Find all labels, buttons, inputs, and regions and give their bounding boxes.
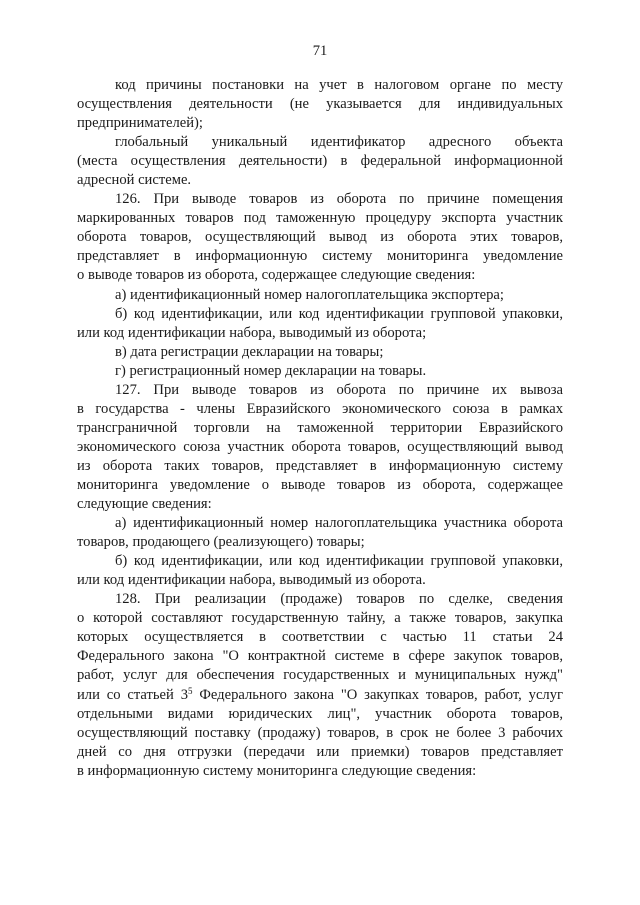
text-line: которых осуществляется в соответствии с частью 11 статьи 24 (77, 629, 563, 646)
text-line: мониторинга уведомление о выводе товаров из оборота, содержащее (77, 476, 563, 493)
text-line (77, 686, 563, 705)
text-line: отдельными видами юридических лиц", участник оборота товаров, (77, 705, 563, 722)
text-line: (места осуществления деятельности) в федеральной информационной (77, 153, 563, 170)
text-line: или код идентификации набора, выводимый из оборота; (77, 324, 427, 341)
text-line: Федерального закона "О контрактной системе в сфере закупок товаров, (77, 648, 563, 665)
text-line: из оборота таких товаров, представляет в информационную систему (77, 457, 563, 474)
text-line: б) код идентификации, или код идентификации групповой упаковки, (115, 553, 563, 570)
text-line: о выводе товаров из оборота, содержащее следующие сведения: (77, 267, 476, 284)
text-line: экономического союза участник оборота товаров, осуществляющий вывод (77, 438, 563, 455)
text-line: код причины постановки на учет в налоговом органе по месту (115, 77, 563, 93)
text-line: в государства - члены Евразийского экономического союза в рамках (77, 400, 563, 417)
superscript: 5 (188, 685, 193, 696)
text-line: б) код идентификации, или код идентификации групповой упаковки, (115, 305, 563, 322)
text-line: дней со дня отгрузки (передачи или приемки) товаров представляет (77, 743, 563, 760)
text-line: 128. При реализации (продаже) товаров по сделке, сведения (115, 591, 563, 608)
text-line: следующие сведения: (77, 496, 212, 513)
text-line: адресной системе. (77, 172, 192, 189)
text-line: маркированных товаров под таможенную процедуру экспорта участник (77, 210, 563, 227)
text-line: глобальный уникальный идентификатор адресного объекта (115, 134, 563, 151)
text-line: предпринимателей); (77, 115, 203, 132)
text-line: а) идентификационный номер налогоплательщика участника оборота (115, 515, 563, 532)
text-line: представляет в информационную систему мониторинга уведомление (77, 248, 563, 265)
text-line: 127. При выводе товаров из оборота по причине их вывоза (115, 381, 563, 398)
text-line: г) регистрационный номер декларации на товары. (115, 362, 427, 379)
text-line: осуществления деятельности (не указывается для индивидуальных (77, 96, 563, 113)
text-line: в) дата регистрации декларации на товары; (115, 343, 384, 360)
text-line: а) идентификационный номер налогоплательщика экспортера; (115, 286, 504, 303)
page-number: 71 (312, 43, 328, 59)
text-line: в информационную систему мониторинга следующие сведения: (77, 762, 477, 779)
text-fragment: Федерального закона "О закупках товаров, работ, услуг (192, 686, 563, 703)
text-line: работ, услуг для обеспечения государственных и муниципальных нужд" (77, 667, 563, 684)
text-fragment: или со статьей 3 (77, 686, 188, 703)
text-line: товаров, продающего (реализующего) товары; (77, 534, 365, 551)
text-line: 126. При выводе товаров из оборота по причине помещения (115, 191, 563, 208)
text-line: оборота товаров, осуществляющий вывод из оборота этих товаров, (77, 229, 563, 246)
text-line: о которой составляют государственную тайну, а также товаров, закупка (77, 610, 563, 627)
document-body (77, 76, 563, 781)
text-line: или код идентификации набора, выводимый из оборота. (77, 572, 426, 589)
text-line: осуществляющий поставку (продажу) товаров, в срок не более 3 рабочих (77, 724, 563, 741)
text-line: трансграничной торговли на таможенной территории Евразийского (77, 419, 563, 436)
